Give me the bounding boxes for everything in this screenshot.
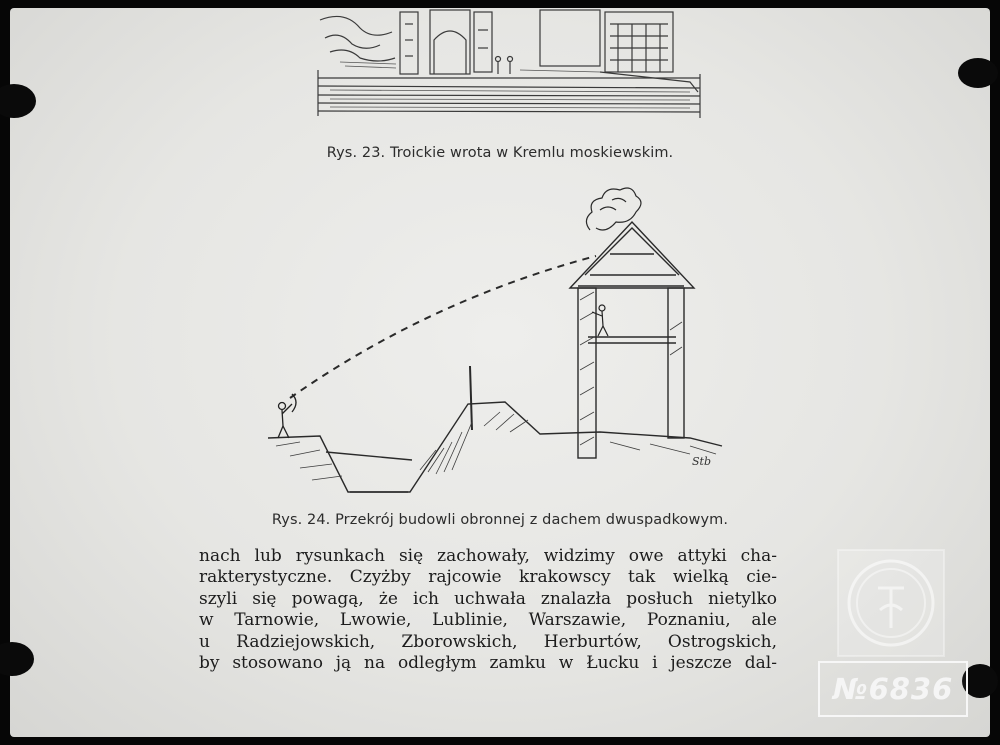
body-text [199,546,777,674]
illustrator-signature: Stb [692,455,711,468]
body-line: w Tarnowie, Lwowie, Lublinie, Warszawie, Poznaniu, ale [199,610,777,631]
archive-watermark-stamp [836,548,946,658]
figure-24-illustration [0,180,1000,500]
figure-23-caption: Rys. 23. Troickie wrota w Kremlu moskiewskim. [326,145,674,161]
plate-number-label: №6836 [818,661,968,717]
figure-24-caption: Rys. 24. Przekrój budowli obronnej z dachem dwuspadkowym. [271,512,729,528]
figure-23-illustration [0,0,1000,140]
body-line: nach lub rysunkach się zachowały, widzimy owe attyki cha- [199,546,777,566]
body-line: szyli się powagą, że ich uchwała znalazła posłuch nietylko [199,588,777,609]
body-line: rakterystyczne. Czyżby rajcowie krakowscy tak wielką cie- [199,567,777,588]
body-line: by stosowano ją na odległym zamku w Łucku i jeszcze dal- [199,652,777,673]
body-line: u Radziejowskich, Zborowskich, Herburtów, Ostrogskich, [199,631,777,652]
